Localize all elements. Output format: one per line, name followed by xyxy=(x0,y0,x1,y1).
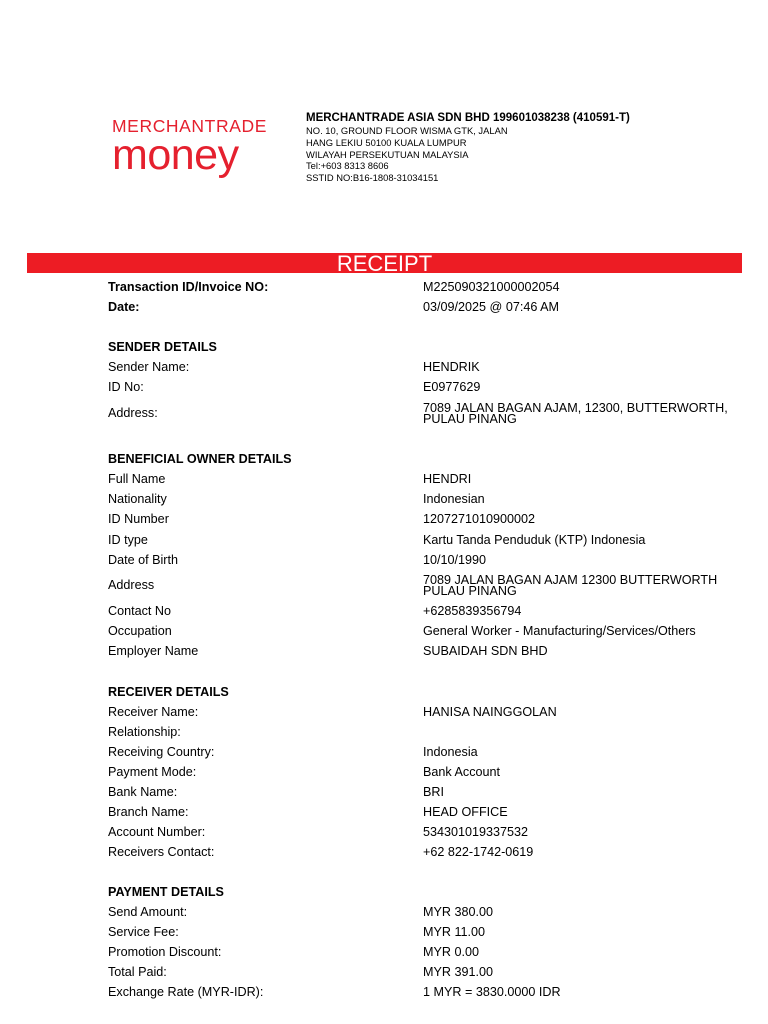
receiver-details-heading: RECEIVER DETAILS xyxy=(108,685,229,699)
payment-rate-value: 1 MYR = 3830.0000 IDR xyxy=(423,985,561,999)
beneficial-address-value: 7089 JALAN BAGAN AJAM 12300 BUTTERWORTH PULAU PINANG xyxy=(423,573,718,598)
beneficial-nationality-label: Nationality xyxy=(108,492,167,506)
logo-line-1: MERCHANTRADE xyxy=(112,116,267,136)
transaction-id-label: Transaction ID/Invoice NO: xyxy=(108,280,269,294)
sender-name-label: Sender Name: xyxy=(108,360,190,374)
company-info xyxy=(306,111,630,184)
payment-send-label: Send Amount: xyxy=(108,905,188,919)
payment-fee-label: Service Fee: xyxy=(108,925,179,939)
beneficial-owner-heading: BENEFICIAL OWNER DETAILS xyxy=(108,452,292,466)
beneficial-idnumber-label: ID Number xyxy=(108,512,169,526)
date-value: 03/09/2025 @ 07:46 AM xyxy=(423,300,560,314)
payment-promo-value: MYR 0.00 xyxy=(423,945,479,959)
sender-id-label: ID No: xyxy=(108,380,144,394)
receipt-banner: RECEIPT xyxy=(27,253,742,273)
logo-line-2: money xyxy=(112,131,239,179)
beneficial-nationality-value: Indonesian xyxy=(423,492,485,506)
receiver-bank-label: Bank Name: xyxy=(108,785,178,799)
receiver-contact-label: Receivers Contact: xyxy=(108,845,215,859)
payment-details-heading: PAYMENT DETAILS xyxy=(108,885,224,899)
payment-total-value: MYR 391.00 xyxy=(423,965,494,979)
payment-send-value: MYR 380.00 xyxy=(423,905,494,919)
receiver-account-label: Account Number: xyxy=(108,825,206,839)
receiver-branch-value: HEAD OFFICE xyxy=(423,805,508,819)
sender-address-label: Address: xyxy=(108,406,158,420)
beneficial-employer-value: SUBAIDAH SDN BHD xyxy=(423,644,548,658)
beneficial-idtype-value: Kartu Tanda Penduduk (KTP) Indonesia xyxy=(423,533,646,547)
company-address-1: NO. 10, GROUND FLOOR WISMA GTK, JALAN xyxy=(306,125,508,136)
beneficial-occupation-label: Occupation xyxy=(108,624,172,638)
receiver-payment-mode-label: Payment Mode: xyxy=(108,765,197,779)
beneficial-dob-label: Date of Birth xyxy=(108,553,178,567)
company-tel: Tel:+603 8313 8606 xyxy=(306,160,389,172)
sender-name-value: HENDRIK xyxy=(423,360,480,374)
payment-total-label: Total Paid: xyxy=(108,965,167,979)
company-address-2: HANG LEKIU 50100 KUALA LUMPUR xyxy=(306,136,467,148)
beneficial-contact-label: Contact No xyxy=(108,604,171,618)
company-sstid: SSTID NO:B16-1808-31034151 xyxy=(306,172,439,184)
beneficial-fullname-value: HENDRI xyxy=(423,472,472,486)
sender-id-value: E0977629 xyxy=(423,380,481,394)
sender-address-value: 7089 JALAN BAGAN AJAM, 12300, BUTTERWORTH, PULAU PINANG xyxy=(423,401,728,426)
company-address-3: WILAYAH PERSEKUTUAN MALAYSIA xyxy=(306,148,469,160)
receiver-name-value: HANISA NAINGGOLAN xyxy=(423,705,557,719)
beneficial-dob-value: 10/10/1990 xyxy=(423,553,487,567)
beneficial-employer-label: Employer Name xyxy=(108,644,199,658)
sender-details-heading: SENDER DETAILS xyxy=(108,340,217,354)
receiver-bank-value: BRI xyxy=(423,785,444,799)
beneficial-idtype-label: ID type xyxy=(108,533,148,547)
receiver-country-label: Receiving Country: xyxy=(108,745,215,759)
payment-fee-value: MYR 11.00 xyxy=(423,925,486,939)
beneficial-idnumber-value: 1207271010900002 xyxy=(423,512,536,526)
transaction-id-value: M225090321000002054 xyxy=(423,280,560,294)
receiver-name-label: Receiver Name: xyxy=(108,705,199,719)
receiver-country-value: Indonesia xyxy=(423,745,478,759)
beneficial-occupation-value: General Worker - Manufacturing/Services/Others xyxy=(423,624,696,638)
date-label: Date: xyxy=(108,300,140,314)
company-name: MERCHANTRADE ASIA SDN BHD 199601038238 (410591-T) xyxy=(306,112,630,124)
beneficial-contact-value: +6285839356794 xyxy=(423,604,522,618)
receiver-account-value: 534301019337532 xyxy=(423,825,529,839)
payment-promo-label: Promotion Discount: xyxy=(108,945,222,959)
receiver-branch-label: Branch Name: xyxy=(108,805,189,819)
beneficial-address-label: Address xyxy=(108,578,155,592)
payment-rate-label: Exchange Rate (MYR-IDR): xyxy=(108,985,264,999)
receiver-payment-mode-value: Bank Account xyxy=(423,765,501,779)
beneficial-fullname-label: Full Name xyxy=(108,472,166,486)
receiver-relationship-label: Relationship: xyxy=(108,725,181,739)
receiver-contact-value: +62 822-1742-0619 xyxy=(423,845,534,859)
merchantrade-money-logo xyxy=(112,116,267,179)
